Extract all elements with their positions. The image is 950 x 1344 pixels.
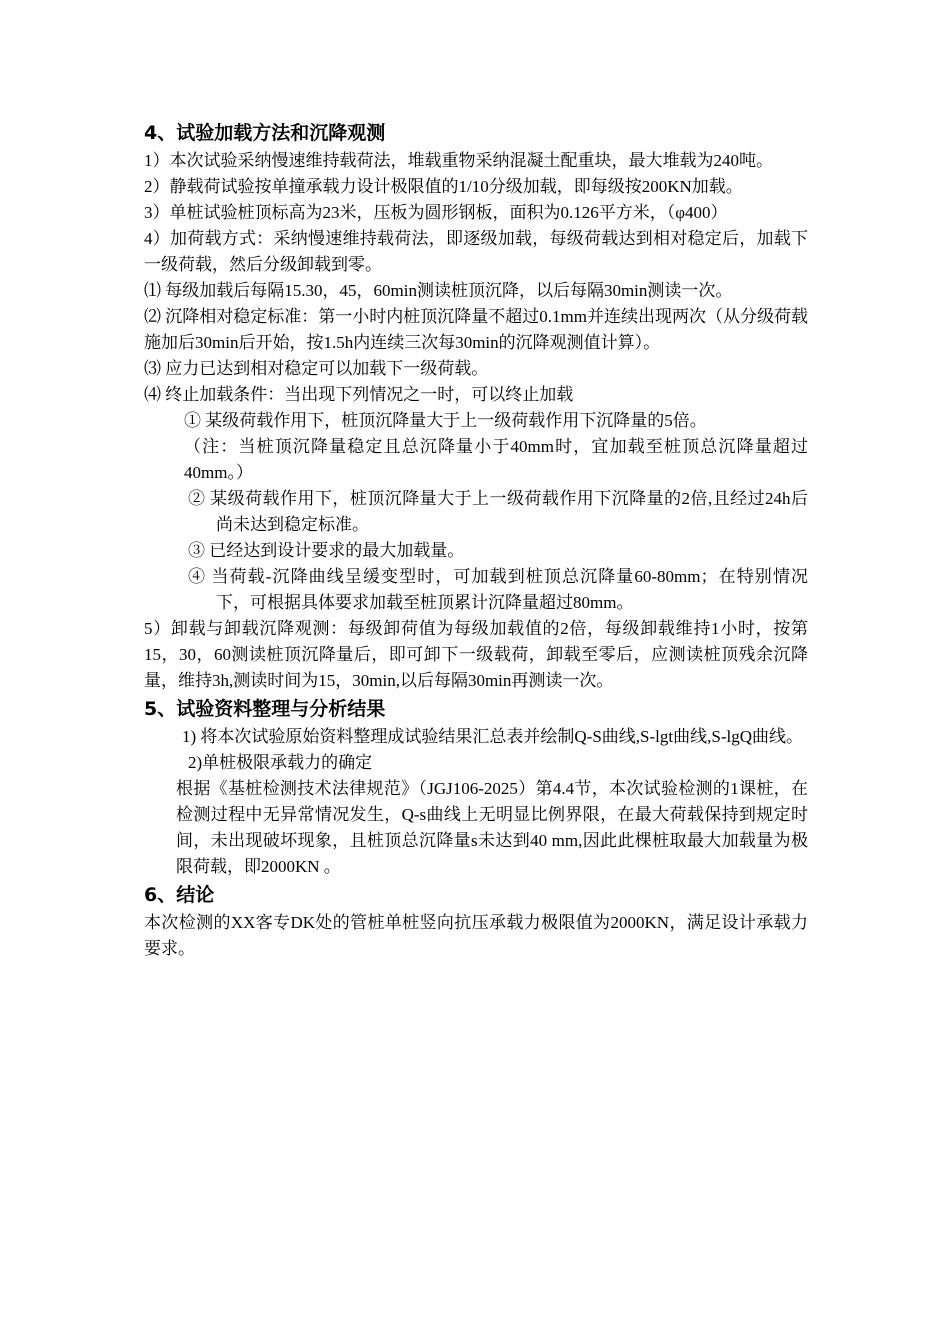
paragraph-loading-mode: 4）加荷载方式：采纳慢速维持载荷法，即逐级加载，每级荷载达到相对稳定后，加载下一级荷载，然后分级卸载到零。 — [144, 229, 808, 274]
analysis-item-2-body: 根据《基桩检测技术法律规范》（JGJ106-2025）第4.4节，本次试验检测的1课桩，在检测过程中无异常情况发生，Q-s曲线上无明显比例界限，在最大荷载保持到规定时间，未出现破坏现象，且桩顶总沉降量s未达到40 mm,因此此棵桩取最大加载量为极限荷载，即2000KN 。 — [176, 779, 808, 876]
document-body — [144, 118, 808, 962]
analysis-item-1: 1) 将本次试验原始资料整理成试验结果汇总表并绘制Q-S曲线,S-lgt曲线,S-lgQ曲线。 — [182, 727, 803, 746]
step-termination-conditions: ⑷ 终止加载条件：当出现下列情况之一时，可以终止加载 — [144, 385, 574, 404]
step-next-load: ⑶ 应力已达到相对稳定可以加载下一级荷载。 — [144, 359, 489, 378]
paragraph-staged-loading: 2）静载荷试验按单撞承载力设计极限值的1/10分级加载，即每级按200KN加载。 — [144, 177, 743, 196]
conclusion-paragraph: 本次检测的XX客专DK处的管桩单桩竖向抗压承载力极限值为2000KN，满足设计承载力要求。 — [144, 913, 808, 958]
step-stability-criterion: ⑵ 沉降相对稳定标准：第一小时内桩顶沉降量不超过0.1mm并连续出现两次（从分级荷载施加后30min后开始，按1.5h内连续三次每30min的沉降观测值计算）。 — [144, 307, 808, 352]
section-4-heading: 4、试验加载方法和沉降观测 — [144, 122, 386, 144]
paragraph-loading-method: 1）本次试验采纳慢速维持载荷法，堆载重物采纳混凝土配重块，最大堆载为240吨。 — [144, 151, 773, 170]
step-reading-interval: ⑴ 每级加载后每隔15.30，45，60min测读桩顶沉降，以后每隔30min测读一次。 — [144, 281, 733, 300]
analysis-item-2: 2)单桩极限承载力的确定 — [188, 753, 373, 772]
condition-4: ④ 当荷载-沉降曲线呈缓变型时，可加载到桩顶总沉降量60-80mm；在特别情况下，可根据具体要求加载至桩顶累计沉降量超过80mm。 — [188, 567, 808, 612]
section-6-heading: 6、结论 — [144, 884, 215, 906]
condition-2: ② 某级荷载作用下，桩顶沉降量大于上一级荷载作用下沉降量的2倍,且经过24h后尚未达到稳定标准。 — [188, 489, 808, 534]
condition-1: ① 某级荷载作用下，桩顶沉降量大于上一级荷载作用下沉降量的5倍。 — [184, 411, 707, 430]
section-5-heading: 5、试验资料整理与分析结果 — [144, 698, 386, 720]
condition-1-note: （注：当桩顶沉降量稳定且总沉降量小于40mm时，宜加载至桩顶总沉降量超过40mm。） — [184, 437, 808, 482]
paragraph-unloading: 5）卸载与卸载沉降观测：每级卸荷值为每级加载值的2倍，每级卸载维持1小时，按第15，30，60测读桩顶沉降量后，即可卸下一级载荷，卸载至零后，应测读桩顶残余沉降量，维持3h,测读时间为15，30min,以后每隔30min再测读一次。 — [144, 619, 808, 690]
condition-3: ③ 已经达到设计要求的最大加载量。 — [188, 541, 465, 560]
paragraph-pile-elevation: 3）单桩试验桩顶标高为23米，压板为圆形钢板，面积为0.126平方米，（φ400） — [144, 203, 728, 222]
